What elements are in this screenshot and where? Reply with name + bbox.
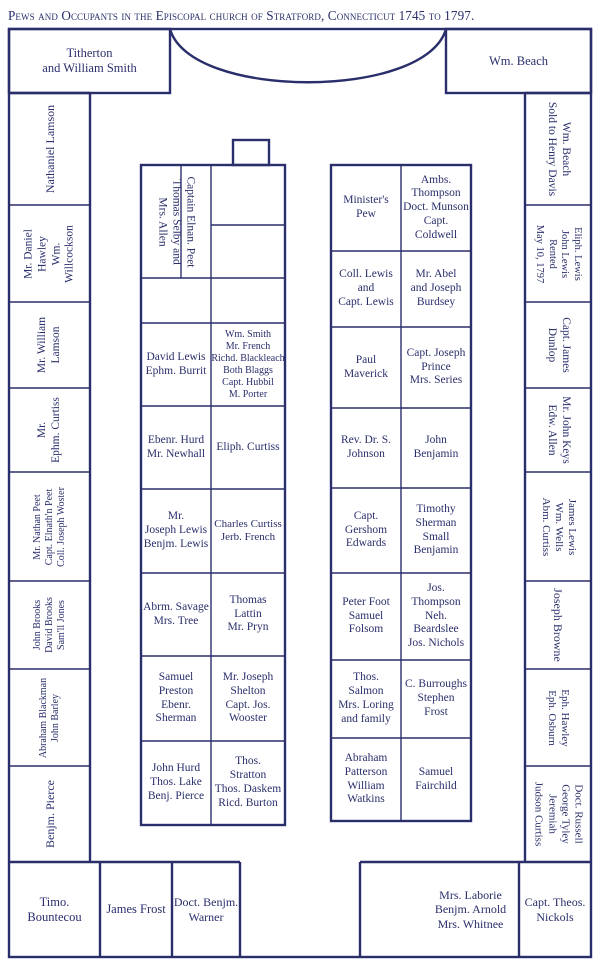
pew-occupant: Rev. Dr. S. bbox=[340, 434, 392, 447]
pew-right-block-r1-right bbox=[401, 165, 471, 251]
pew-occupant: Lamson bbox=[49, 326, 62, 364]
pew-occupant: Samuel bbox=[348, 609, 384, 622]
pew-occupant: Thompson bbox=[411, 187, 461, 200]
pew-occupant: Eliph. Lewis bbox=[572, 226, 584, 281]
pew-occupant: Wm. bbox=[49, 242, 62, 265]
pew-occupant: Johnson bbox=[347, 448, 385, 460]
pew-occupant: David Lewis bbox=[146, 350, 206, 363]
pew-occupant: Nickols bbox=[536, 909, 574, 924]
pew-left-wall-4 bbox=[9, 388, 90, 472]
pew-left-block-r5-right bbox=[211, 656, 285, 741]
pew-right-block-r8-right bbox=[401, 738, 471, 821]
pew-left-wall-1 bbox=[9, 93, 90, 205]
pew-occupant: John Brooks bbox=[31, 599, 43, 651]
pew-occupant: Mr. Abel bbox=[415, 268, 457, 281]
pew-occupant: Capt. Joseph bbox=[406, 346, 466, 359]
pew-bottom-2 bbox=[100, 862, 172, 957]
pew-right-wall-4 bbox=[525, 388, 591, 472]
pew-occupant: Timo. bbox=[39, 894, 70, 909]
pew-occupant: Lattin bbox=[234, 607, 262, 620]
pew-occupant: Abraham bbox=[344, 751, 388, 764]
pew-occupant: James Frost bbox=[106, 902, 166, 916]
pew-occupant: Benjm. Lewis bbox=[143, 537, 209, 550]
pew-occupant: Mr. Pryn bbox=[227, 621, 269, 634]
pew-left-block-r4-left bbox=[141, 573, 211, 656]
pew-occupant: Mr. French bbox=[225, 340, 271, 352]
pew-occupant: Abraham Blackman bbox=[37, 677, 49, 758]
pew-occupant: Watkins bbox=[347, 793, 385, 806]
apse bbox=[170, 29, 446, 82]
pew-right-block-r3-right bbox=[401, 327, 471, 408]
pew-occupant: Ambs. bbox=[420, 173, 452, 186]
pew-occupant: Burdsey bbox=[416, 295, 456, 308]
pew-occupant: Sold to Henry Davis bbox=[546, 101, 558, 197]
pew-occupant: Mr. Nathan Peet bbox=[31, 493, 43, 560]
pew-occupant: Capt. bbox=[353, 509, 379, 522]
pew-left-block-r6-right bbox=[211, 741, 285, 825]
pew-occupant: Hawley bbox=[35, 235, 48, 272]
pew-occupant: Thos. bbox=[235, 755, 261, 768]
pew-occupant: Doct. Russell bbox=[572, 784, 585, 844]
pew-right-block-r5-left bbox=[331, 488, 401, 573]
pew-occupant: John Lewis bbox=[559, 229, 571, 278]
pew-left-block-r2-left bbox=[141, 406, 211, 489]
pew-occupant: Mr. bbox=[35, 421, 48, 439]
pew-left-block-r2-right bbox=[211, 406, 285, 489]
pew-occupant: George Tyley bbox=[559, 784, 572, 844]
pew-top-left bbox=[9, 29, 170, 93]
pew-right-block-r6-right bbox=[401, 573, 471, 660]
pew-occupant: Bountecou bbox=[27, 909, 82, 924]
pew-occupant: Mr. William bbox=[35, 316, 48, 374]
pew-occupant: Nathaniel Lamson bbox=[42, 104, 57, 194]
pew-occupant: Thos. Daskem bbox=[214, 783, 282, 795]
pew-occupant: Fairchild bbox=[415, 779, 457, 792]
pew-occupant: Small bbox=[422, 530, 450, 543]
pew-occupant: Charles Curtiss bbox=[214, 517, 282, 530]
pew-occupant: Edw. Allen bbox=[546, 404, 558, 456]
pew-occupant: Coll. Lewis bbox=[339, 268, 393, 281]
pew-bottom-5 bbox=[519, 862, 591, 957]
pew-occupant: Mrs. Tree bbox=[153, 614, 199, 627]
pew-right-block-r2-left bbox=[331, 251, 401, 327]
pew-left-wall-2 bbox=[9, 205, 90, 302]
pew-occupant: Gershom bbox=[344, 523, 388, 536]
pew-occupant: Abm. Curtiss bbox=[539, 497, 552, 556]
pew-right-wall-6 bbox=[525, 581, 591, 669]
pew-occupant: Jeremiah bbox=[546, 794, 558, 834]
pew-right-wall-3 bbox=[525, 302, 591, 388]
pew-occupant: Jos. bbox=[427, 582, 445, 594]
pew-left-block-r1-left bbox=[141, 323, 211, 406]
pew-occupant: and bbox=[357, 282, 375, 295]
pew-occupant: Samuel bbox=[158, 670, 194, 683]
pew-occupant: Mr. John Keys bbox=[559, 396, 572, 464]
pew-occupant: Thompson bbox=[411, 595, 461, 608]
pew-occupant: Rented bbox=[547, 238, 558, 269]
pew-occupant: Timothy bbox=[416, 502, 456, 515]
pew-bottom-3 bbox=[172, 862, 240, 957]
pew-occupant: Wm. Beach bbox=[488, 53, 548, 68]
pew-occupant: and William Smith bbox=[42, 61, 137, 75]
pew-occupant: Paul bbox=[355, 353, 377, 366]
pew-left-wall-5 bbox=[9, 472, 90, 581]
pew-right-wall-1 bbox=[525, 93, 591, 205]
pew-left-wall-3 bbox=[9, 302, 90, 388]
pew-occupant: Ephm. Curtiss bbox=[49, 397, 62, 463]
pew-occupant: Both Blaggs bbox=[223, 364, 273, 376]
pew-occupant: and Joseph bbox=[410, 282, 462, 295]
pew-occupant: Wm. Smith bbox=[224, 328, 272, 340]
pew-occupant: Joseph Lewis bbox=[144, 524, 208, 537]
pew-occupant: Thomas Selby and bbox=[170, 178, 183, 265]
pew-occupant: and family bbox=[341, 712, 391, 725]
pew-right-wall-8 bbox=[525, 766, 591, 862]
pew-occupant: William bbox=[347, 779, 385, 792]
pew-occupant: Prince bbox=[421, 360, 451, 373]
pew-right-block-r4-left bbox=[331, 408, 401, 488]
pew-occupant: Samuel bbox=[418, 765, 454, 778]
pew-occupant: John bbox=[425, 434, 447, 447]
pew-right-block-r3-left bbox=[331, 327, 401, 408]
pew-occupant: Mrs. Whitnee bbox=[437, 916, 504, 931]
pew-right-block-r2-right bbox=[401, 251, 471, 327]
pew-occupant: Benjm. Arnold bbox=[434, 902, 507, 917]
pew-occupant: John Hurd bbox=[151, 762, 201, 775]
pew-occupant: Jos. Nichols bbox=[407, 637, 465, 650]
pew-occupant: Patterson bbox=[344, 765, 388, 778]
pew-left-block-r3-right bbox=[211, 489, 285, 573]
pew-occupant: Captain Elnan. Peet bbox=[184, 175, 197, 268]
pew-occupant: Minister's bbox=[343, 194, 389, 207]
pew-occupant: Capt. Hubbil bbox=[222, 376, 274, 388]
pew-occupant: Richd. Blackleach bbox=[211, 352, 285, 364]
pew-occupant: Capt. Elnath'n Peet bbox=[43, 488, 55, 565]
pew-occupant: Capt. bbox=[423, 214, 449, 227]
pew-occupant: May 10, 1797 bbox=[534, 224, 546, 283]
pew-occupant: Benjamin bbox=[413, 448, 459, 460]
pew-occupant: Joseph Browne bbox=[551, 588, 566, 662]
pew-occupant: Benjamin bbox=[413, 544, 459, 557]
pew-left-block-r6-left bbox=[141, 741, 211, 825]
pew-right-wall-2 bbox=[525, 205, 591, 302]
pew-right-wall-5 bbox=[525, 472, 591, 581]
pew-occupant: John Barley bbox=[49, 693, 61, 742]
pew-bottom-4 bbox=[422, 862, 519, 957]
pew-occupant: Pew bbox=[356, 208, 376, 220]
pew-occupant: Eph. Hawley bbox=[559, 688, 572, 747]
outer-wall bbox=[9, 29, 591, 957]
pew-occupant: Edwards bbox=[345, 537, 387, 550]
pulpit bbox=[233, 140, 269, 165]
pew-left-block-r4-right bbox=[211, 573, 285, 656]
pew-occupant: Mr. Newhall bbox=[146, 447, 206, 460]
pew-right-block-r1-left bbox=[331, 165, 401, 251]
pew-occupant: Willcockson bbox=[63, 224, 76, 283]
pew-occupant: Mr. Daniel bbox=[21, 228, 34, 279]
pew-left-block-r3-left bbox=[141, 489, 211, 573]
pew-occupant: Mrs. Laborie bbox=[439, 887, 502, 902]
pew-occupant: Folsom bbox=[348, 623, 384, 636]
pew-occupant: Salmon bbox=[348, 685, 384, 698]
pew-right-block-r4-right bbox=[401, 408, 471, 488]
pew-occupant: Coll. Joseph Woster bbox=[55, 486, 67, 567]
pew-occupant: Mrs. Loring bbox=[338, 699, 394, 711]
pew-occupant: Wm. Beach bbox=[559, 121, 572, 177]
pew-occupant: Doct. Munson bbox=[403, 201, 469, 214]
pew-occupant: Shelton bbox=[230, 684, 266, 697]
pew-occupant: Sherman bbox=[155, 712, 197, 725]
pew-occupant: Sam'll Jones bbox=[55, 600, 67, 650]
pew-left-wall-8 bbox=[9, 766, 90, 862]
pew-occupant: Neh. bbox=[424, 609, 448, 622]
pew-right-block-r8-left bbox=[331, 738, 401, 821]
pew-occupant: Ebenr. Hurd bbox=[147, 433, 205, 446]
pew-occupant: Jerb. French bbox=[220, 531, 276, 543]
pew-occupant: M. Porter bbox=[228, 388, 268, 400]
pew-occupant: James Lewis bbox=[565, 498, 578, 555]
pew-left-wall-7 bbox=[9, 669, 90, 766]
pew-occupant: Ebenr. bbox=[161, 698, 191, 711]
pew-occupant: Capt. Lewis bbox=[338, 295, 394, 308]
pew-occupant: Wm. Wells bbox=[552, 501, 565, 552]
pew-bottom-1 bbox=[9, 862, 100, 957]
pew-occupant: Wooster bbox=[228, 712, 268, 725]
pew-occupant: Mr. Joseph bbox=[222, 670, 274, 683]
page-title: Pews and Occupants in the Episcopal church of Stratford, Connecticut 1745 to 1797. bbox=[8, 8, 475, 23]
pew-right-block-r7-left bbox=[331, 660, 401, 738]
pew-right-block-r6-left bbox=[331, 573, 401, 660]
pew-occupant: David Brooks bbox=[43, 597, 55, 653]
pew-occupant: Benj. Pierce bbox=[147, 789, 205, 802]
pew-occupant: Mr. bbox=[167, 510, 185, 523]
pew-occupant: C. Burroughs bbox=[405, 678, 467, 691]
pew-occupant: Beardslee bbox=[413, 623, 459, 636]
pew-occupant: Titherton bbox=[66, 46, 113, 60]
pew-left-block-r1-right bbox=[211, 323, 285, 406]
pew-occupant: Benjm. Pierce bbox=[42, 780, 57, 848]
pew-occupant: Mrs. Series bbox=[409, 374, 463, 387]
pew-occupant: Eliph. Curtiss bbox=[216, 440, 280, 453]
pew-occupant: Judson Curtiss bbox=[532, 781, 545, 847]
pew-occupant: Thos. Lake bbox=[150, 776, 202, 789]
pew-left-block-r1 bbox=[141, 165, 211, 278]
pew-occupant: Preston bbox=[158, 684, 194, 697]
pew-left-block-r5-left bbox=[141, 656, 211, 741]
pew-occupant: Capt. Jos. bbox=[225, 698, 271, 711]
pew-occupant: Stratton bbox=[229, 769, 267, 782]
pew-occupant: Mrs. Allen bbox=[157, 196, 170, 247]
pew-occupant: Capt. Theos. bbox=[524, 895, 586, 910]
pew-occupant: Dunlop bbox=[546, 327, 558, 363]
pew-occupant: Eph. Osburn bbox=[546, 689, 558, 746]
pew-occupant: Warner bbox=[188, 909, 224, 924]
pew-occupant: Stephen bbox=[417, 692, 455, 705]
pew-occupant: Frost bbox=[424, 705, 448, 718]
pew-left-wall-6 bbox=[9, 581, 90, 669]
pew-right-block-r5-right bbox=[401, 488, 471, 573]
pew-occupant: Doct. Benjm. bbox=[173, 895, 239, 910]
pew-occupant: Thomas bbox=[229, 593, 267, 606]
pew-occupant: Thos. bbox=[353, 671, 379, 684]
pew-occupant: Peter Foot bbox=[342, 595, 390, 608]
pew-right-wall-7 bbox=[525, 669, 591, 766]
pew-occupant: Sherman bbox=[415, 516, 457, 529]
pew-occupant: Ephm. Burrit bbox=[145, 364, 207, 377]
pew-occupant: Abrm. Savage bbox=[143, 600, 209, 613]
pew-occupant: Maverick bbox=[343, 367, 389, 380]
pew-occupant: Capt. James bbox=[559, 317, 572, 373]
pew-top-right bbox=[446, 29, 591, 93]
pew-right-block-r7-right bbox=[401, 660, 471, 738]
pew-occupant: Ricd. Burton bbox=[218, 796, 278, 809]
pew-occupant: Coldwell bbox=[414, 228, 458, 241]
